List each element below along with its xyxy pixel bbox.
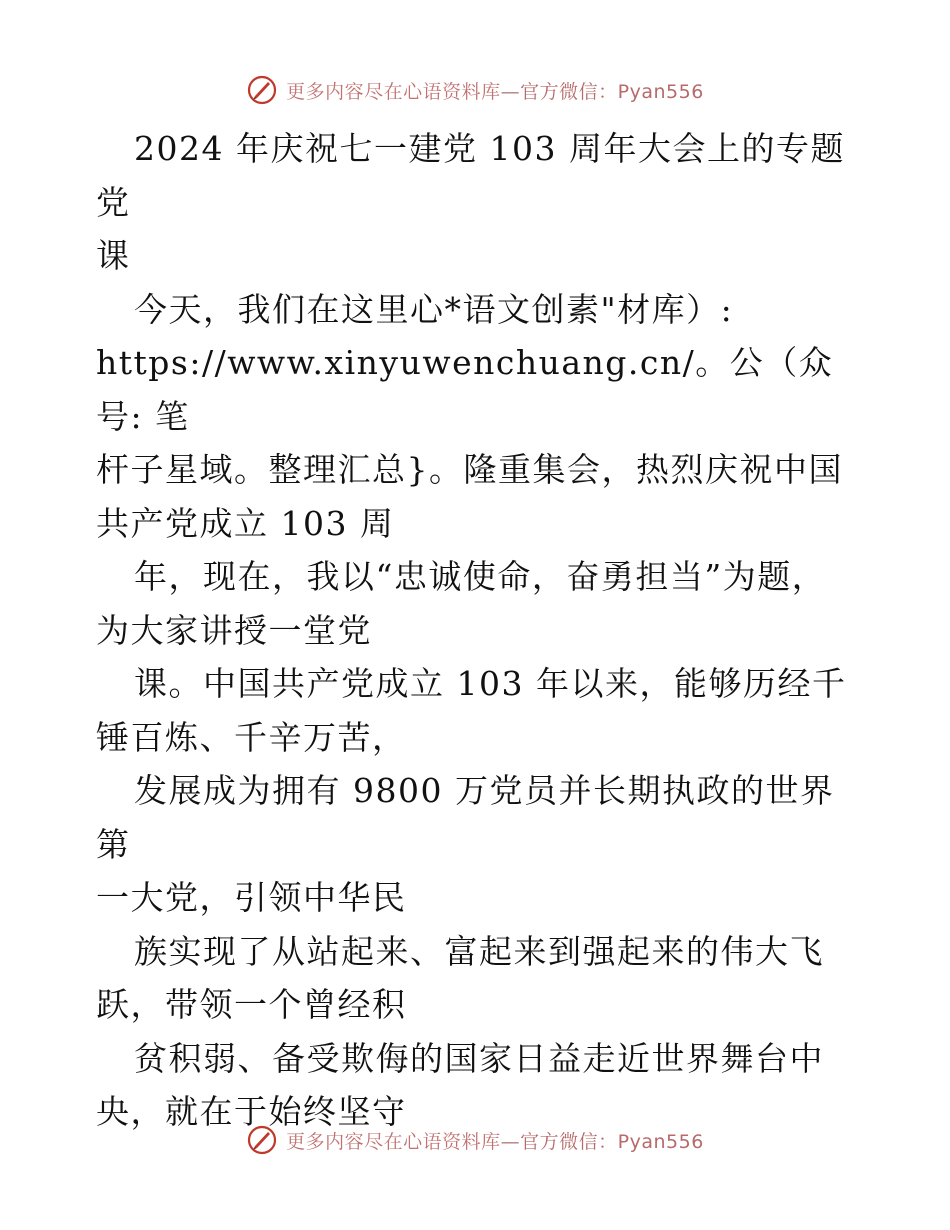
text-line: 锤百炼、千辛万苦，: [96, 717, 407, 757]
text-line: 央，就在于始终坚守: [96, 1092, 407, 1131]
text-line: 跃，带领一个曾经积: [96, 985, 407, 1024]
text-line: 一大党，引领中华民: [96, 878, 407, 917]
text-line: 课: [96, 236, 131, 275]
banner-separator: —: [500, 80, 521, 103]
footer-banner-text: [286, 1127, 704, 1154]
document-body: [96, 122, 856, 1139]
text-line: 为大家讲授一堂党: [96, 610, 372, 650]
banner-wechat-text: 官方微信：Pyan556: [520, 1130, 704, 1153]
banner-wechat-text: 官方微信：Pyan556: [520, 80, 704, 103]
text-line: 杆子星域。整理汇总}。隆重集会，热烈庆祝中国: [96, 450, 843, 489]
text-line: 共产党成立 103 周: [96, 503, 395, 543]
banner-separator: —: [500, 1130, 521, 1153]
header-banner: [0, 70, 950, 110]
quill-pen-logo-icon: [246, 1124, 278, 1156]
header-banner-text: [286, 77, 704, 104]
text-line: 贫积弱、备受欺侮的国家日益走近世界舞台中: [134, 1038, 824, 1078]
text-line: 族实现了从站起来、富起来到强起来的伟大飞: [134, 931, 824, 971]
text-line: 课。中国共产党成立 103 年以来，能够历经千: [134, 664, 847, 703]
quill-pen-logo-icon: [246, 74, 278, 106]
banner-main-text: 更多内容尽在心语资料库: [286, 80, 501, 103]
banner-main-text: 更多内容尽在心语资料库: [286, 1130, 501, 1153]
text-line: 2024 年庆祝七一建党 103 周年大会上的专题党: [96, 129, 845, 222]
text-line: 年，现在，我以“忠诚使命，奋勇担当”为题，: [134, 557, 827, 596]
footer-banner: [0, 1120, 950, 1160]
text-line: https://www.xinyuwenchuang.cn/。公（众号: 笔: [96, 343, 834, 436]
text-line: 发展成为拥有 9800 万党员并长期执政的世界第: [96, 771, 835, 864]
text-line: 今天，我们在这里心*语文创素"材库）:: [134, 289, 734, 329]
